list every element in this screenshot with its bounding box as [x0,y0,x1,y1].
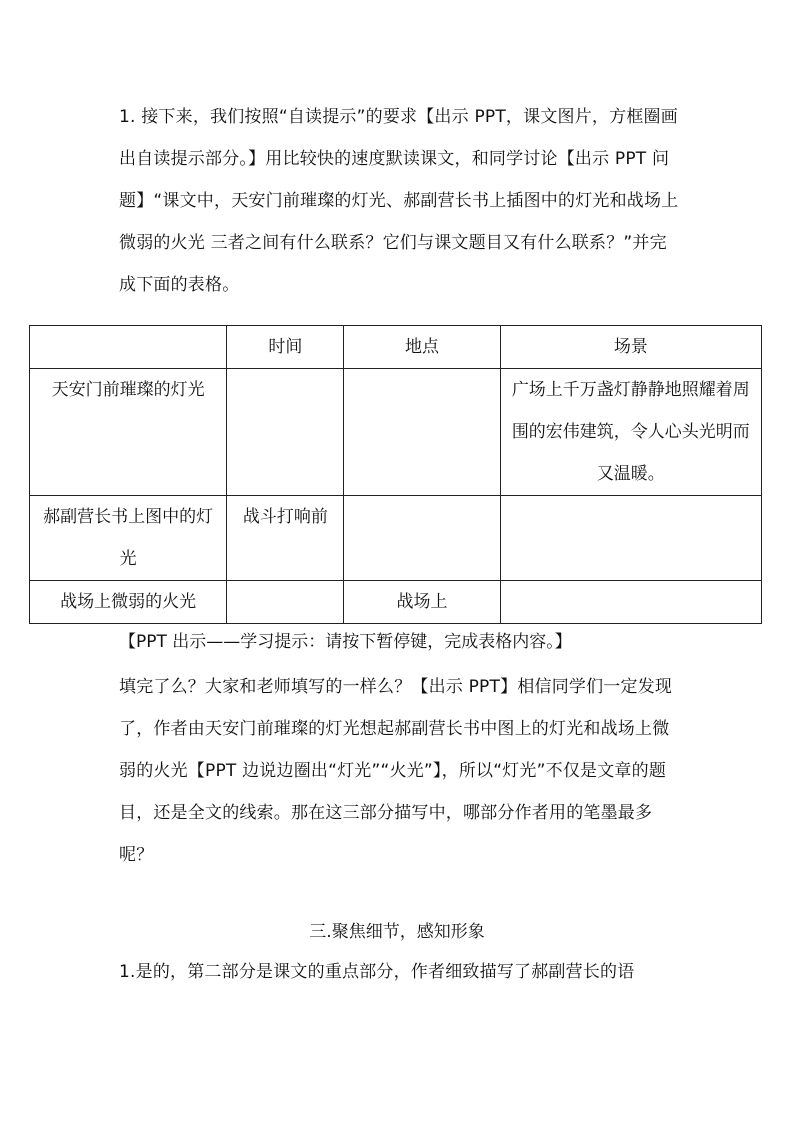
table-row [30,581,762,624]
header-cell-place: 地点 [344,326,500,369]
table-cell: 战场上微弱的火光 [30,581,227,624]
ppt-tip: 【PPT 出示——学习提示：请按下暂停键，完成表格内容。】 [119,632,572,652]
table-cell [227,581,344,624]
table-cell [227,369,344,496]
section-heading: 三.聚焦细节，感知形象 [309,922,485,942]
table-cell [344,496,500,581]
table-cell [344,369,500,496]
table-header-row [30,326,762,369]
section-paragraph: 1.是的，第二部分是课文的重点部分，作者细致描写了郝副营长的语 [119,962,635,982]
table-cell [500,581,761,624]
discussion-paragraph: 填完了么？大家和老师填写的一样么？【出示 PPT】相信同学们一定发现了，作者由天安门前璀璨的灯光想起郝副营长书中图上的灯光和战场上微弱的火光【PPT 边说边圈出“灯光”“火光”】，所以“灯光”不仅是文章的题目，还是全文的线索。那在这三部分描写中，哪部分作者用的笔墨最多呢？ [119,677,673,865]
table-cell: 战场上 [344,581,500,624]
intro-paragraph: 1. 接下来，我们按照“自读提示”的要求【出示 PPT，课文图片，方框圈画出自读提示部分。】用比较快的速度默读课文，和同学讨论【出示 PPT 问题】“课文中，天安门前璀璨的灯光、郝副营长书上插图中的灯光和战场上微弱的火光 三者之间有什么联系？它们与课文题目又有什么联系？”并完成下面的表格。 [119,107,679,295]
table-cell: 天安门前璀璨的灯光 [30,369,227,496]
table-row [30,496,762,581]
header-cell [30,326,227,369]
table-cell: 郝副营长书上图中的灯光 [30,496,227,581]
table-cell: 战斗打响前 [227,496,344,581]
comparison-table [29,325,762,624]
table-cell [500,496,761,581]
header-cell-time: 时间 [227,326,344,369]
header-cell-scene: 场景 [500,326,761,369]
table-row [30,369,762,496]
table-cell: 广场上千万盏灯静静地照耀着周围的宏伟建筑，令人心头光明而又温暖。 [500,369,761,496]
